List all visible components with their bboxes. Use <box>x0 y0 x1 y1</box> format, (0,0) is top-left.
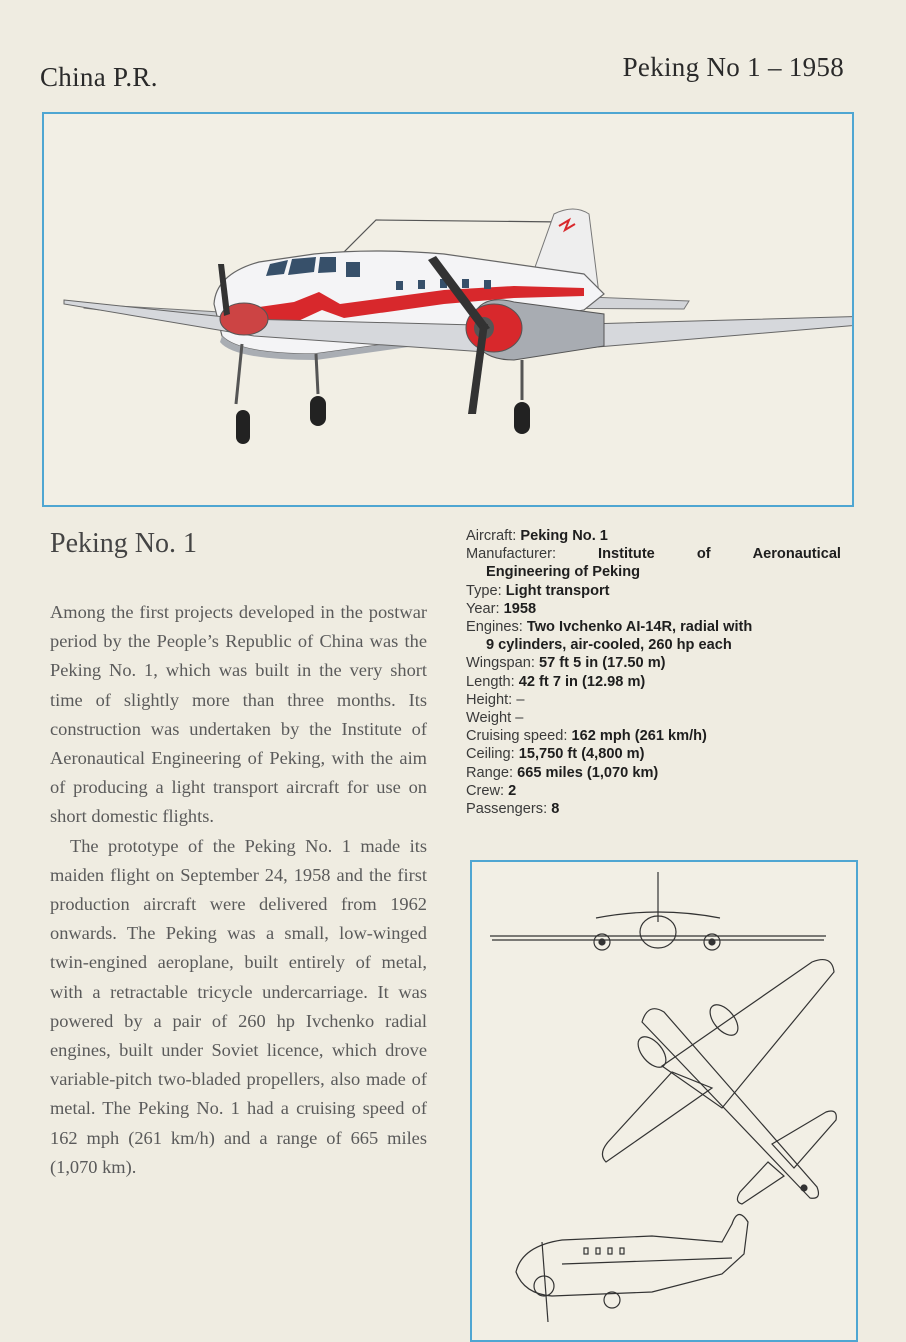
spec-manufacturer: Manufacturer: Institute of Aeronautical <box>466 546 841 563</box>
three-view-drawing <box>472 862 856 1340</box>
spec-type: Type: Light transport <box>466 582 610 599</box>
aircraft-illustration-frame <box>42 112 854 507</box>
description-paragraph: Among the first projects developed in the postwar period by the People’s Republic of China was the Peking No. 1, which was built in the very short time of slightly more than three months. Its construction was undertaken by the Institute of Aeronautical Engineering of Peking, with the aim of producing a light transport aircraft for use on short domestic flights. <box>50 602 427 827</box>
side-view <box>516 1214 748 1322</box>
plan-view <box>602 960 836 1204</box>
description-paragraph: The prototype of the Peking No. 1 made its maiden flight on September 24, 1958 and the first production aircraft were delivered from 1962 onwards. The Peking was a small, low-winged twin-engined aeroplane, built entirely of metal, with a retractable tricycle undercarriage. It was powered by a pair of 260 hp Ivchenko radial engines, built under Soviet licence, which drove variable-pitch two-bladed propellers, also made of metal. The Peking No. 1 had a cruising speed of 162 mph (261 km/h) and a range of 665 miles (1,070 km). <box>50 835 427 1177</box>
spec-year: Year: 1958 <box>466 600 537 617</box>
spec-passengers: Passengers: 8 <box>466 801 560 818</box>
spec-engines-cont: 9 cylinders, air-cooled, 260 hp each <box>486 637 732 654</box>
spec-aircraft: Aircraft: Peking No. 1 <box>466 528 608 544</box>
spec-crew: Crew: 2 <box>466 782 517 799</box>
spec-length: Length: 42 ft 7 in (12.98 m) <box>466 673 646 690</box>
description-text <box>50 598 427 1182</box>
spec-wingspan: Wingspan: 57 ft 5 in (17.50 m) <box>466 655 666 672</box>
spec-height: Height: – <box>466 691 525 708</box>
spec-range: Range: 665 miles (1,070 km) <box>466 764 659 781</box>
spec-engines: Engines: Two Ivchenko AI-14R, radial with <box>466 619 753 636</box>
spec-manufacturer-cont: Engineering of Peking <box>486 564 641 581</box>
three-view-frame <box>470 860 858 1342</box>
spec-sheet <box>466 527 841 818</box>
spec-cruising-speed: Cruising speed: 162 mph (261 km/h) <box>466 728 707 745</box>
front-view <box>490 872 826 950</box>
spec-weight: Weight – <box>466 710 524 727</box>
aircraft-color-illustration <box>44 114 852 505</box>
country-heading: China P.R. <box>40 62 158 92</box>
aircraft-name-heading: Peking No. 1 <box>50 528 197 559</box>
page-title: Peking No 1 – 1958 <box>622 52 844 82</box>
spec-ceiling: Ceiling: 15,750 ft (4,800 m) <box>466 746 645 763</box>
